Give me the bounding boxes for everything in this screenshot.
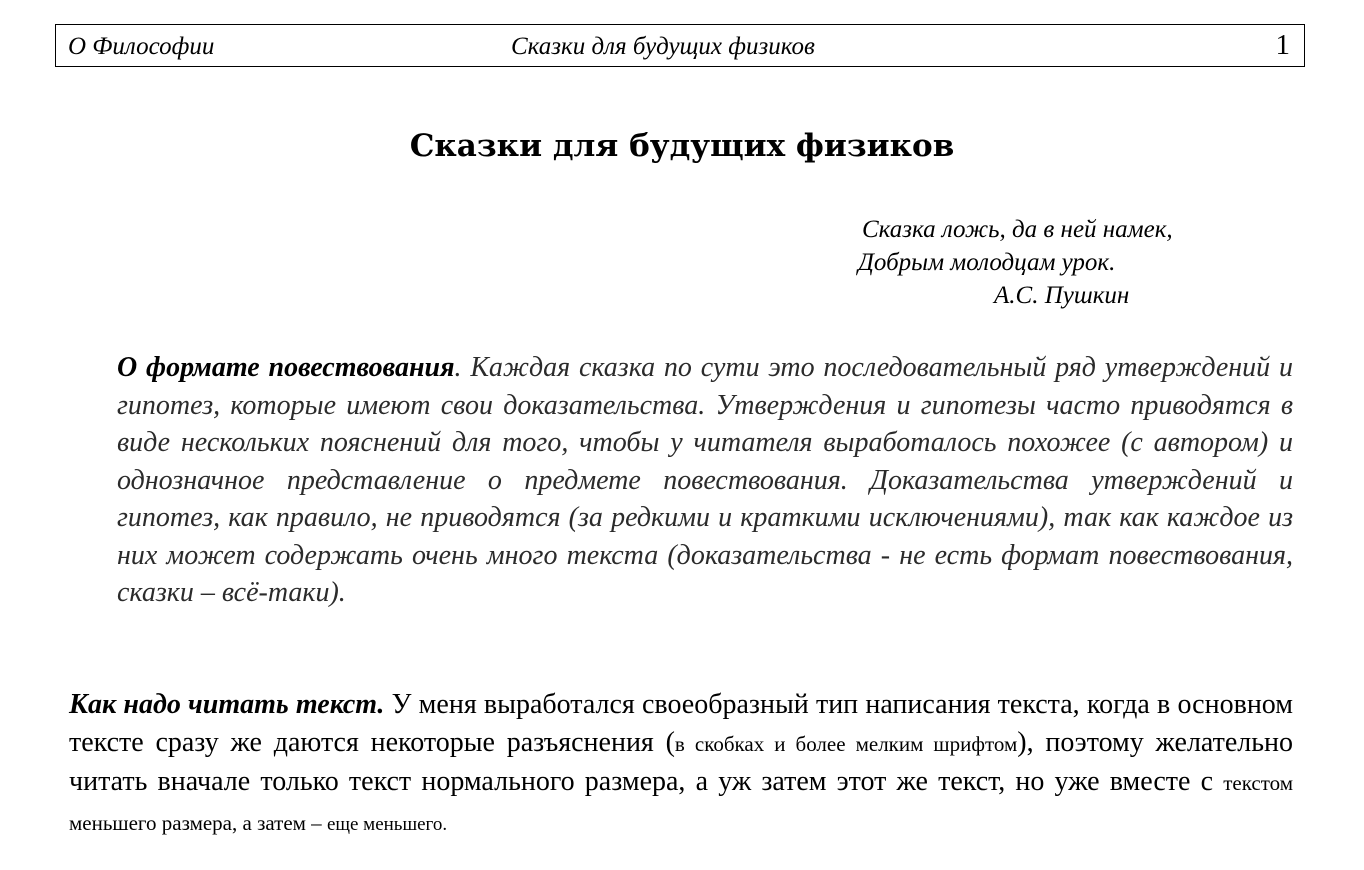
small-text-part: текстом меньшего размера, а затем –: [69, 771, 1293, 835]
paragraph-lead-how-to-read: Как надо читать текст.: [69, 689, 385, 720]
epigraph-line-2: Добрым молодцам урок.: [858, 249, 1116, 276]
paragraph-body-narrative-format: . Каждая сказка по сути это последовательный ряд утверждений и гипотез, которые имеют свои доказательства. Утверждения и гипотезы часто приводятся в виде нескольких пояснений для того, чтобы у читателя выработалось похожее (с автором) и однозначное представление о предмете повествования. Доказательства утверждений и гипотез, как правило, не приводятся (за редкими и краткими исключениями), так как каждое из них может содержать очень много текста (доказательства - не есть формат повествования, сказки – всё-таки).: [117, 352, 1293, 608]
epigraph: [858, 213, 1173, 312]
paragraph-lead-narrative-format: О формате повествования: [117, 352, 455, 383]
running-header: [55, 24, 1305, 67]
epigraph-line-1: Сказка ложь, да в ней намек,: [862, 216, 1173, 243]
page-title: Сказки для будущих физиков: [409, 128, 955, 164]
page-number: 1: [1275, 29, 1290, 61]
smaller-text-part: еще меньшего.: [326, 813, 448, 835]
epigraph-author: А.С. Пушкин: [994, 282, 1130, 309]
paragraph-body-part-1: У меня выработался своеобразный тип написания текста, когда в основном тексте сразу же даются некоторые разъяснения (: [69, 689, 1293, 758]
header-document-title: Сказки для будущих физиков: [511, 33, 815, 60]
small-text-note: в скобках и более мелким шрифтом: [674, 731, 1018, 756]
paragraph-body-part-2: ), поэтому желательно читать вначале только текст нормального размера, а уж затем этот же текст, но уже вместе с: [69, 726, 1294, 797]
paragraph-how-to-read: [69, 686, 1293, 843]
paragraph-narrative-format: [117, 349, 1293, 612]
header-section-name: О Философии: [68, 33, 215, 60]
